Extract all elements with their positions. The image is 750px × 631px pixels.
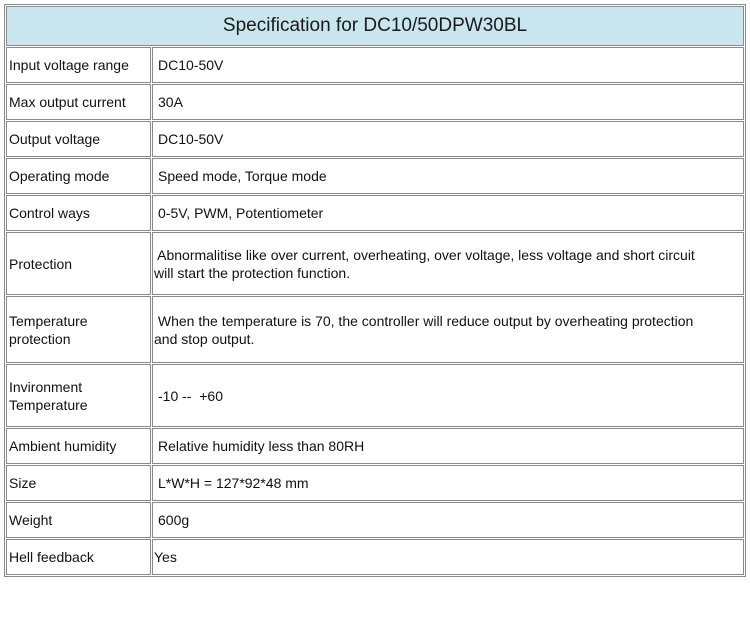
spec-label: Operating mode — [6, 158, 151, 194]
spec-label: Weight — [6, 502, 151, 538]
table-header-row — [6, 6, 744, 46]
spec-label: Max output current — [6, 84, 151, 120]
spec-value: 0-5V, PWM, Potentiometer — [152, 195, 744, 231]
spec-label: Protection — [6, 232, 151, 295]
spec-value: DC10-50V — [152, 121, 744, 157]
table-row — [6, 232, 744, 295]
table-row — [6, 428, 744, 464]
spec-value-line: When the temperature is 70, the controller will reduce output by overheating protection — [154, 312, 694, 329]
table-row — [6, 465, 744, 501]
table-row — [6, 47, 744, 83]
spec-label-line: protection — [9, 330, 71, 347]
table-row — [6, 502, 744, 538]
spec-label-line: Temperature — [9, 396, 88, 413]
table-row — [6, 195, 744, 231]
spec-label: Hell feedback — [6, 539, 151, 575]
spec-value: Relative humidity less than 80RH — [152, 428, 744, 464]
spec-value — [152, 232, 744, 295]
spec-label-line: Temperature — [9, 312, 88, 329]
spec-value: L*W*H = 127*92*48 mm — [152, 465, 744, 501]
table-row — [6, 364, 744, 427]
spec-label: Size — [6, 465, 151, 501]
table-row — [6, 539, 744, 575]
spec-value: Yes — [152, 539, 744, 575]
spec-label: Input voltage range — [6, 47, 151, 83]
spec-value — [152, 296, 744, 363]
spec-value: Speed mode, Torque mode — [152, 158, 744, 194]
spec-value: 600g — [152, 502, 744, 538]
spec-label: Ambient humidity — [6, 428, 151, 464]
spec-label: Output voltage — [6, 121, 151, 157]
spec-value-line: and stop output. — [154, 330, 255, 347]
spec-value: 30A — [152, 84, 744, 120]
table-row — [6, 296, 744, 363]
spec-label — [6, 364, 151, 427]
spec-value-line: will start the protection function. — [154, 264, 351, 281]
spec-label — [6, 296, 151, 363]
spec-label: Control ways — [6, 195, 151, 231]
table-row — [6, 158, 744, 194]
spec-value-line: Abnormalitise like over current, overheating, over voltage, less voltage and short circuit — [154, 246, 695, 263]
specification-table — [4, 4, 746, 577]
table-row — [6, 84, 744, 120]
table-title: Specification for DC10/50DPW30BL — [6, 6, 744, 46]
spec-value: -10 -- +60 — [152, 364, 744, 427]
spec-value: DC10-50V — [152, 47, 744, 83]
spec-label-line: Invironment — [9, 378, 83, 395]
table-row — [6, 121, 744, 157]
